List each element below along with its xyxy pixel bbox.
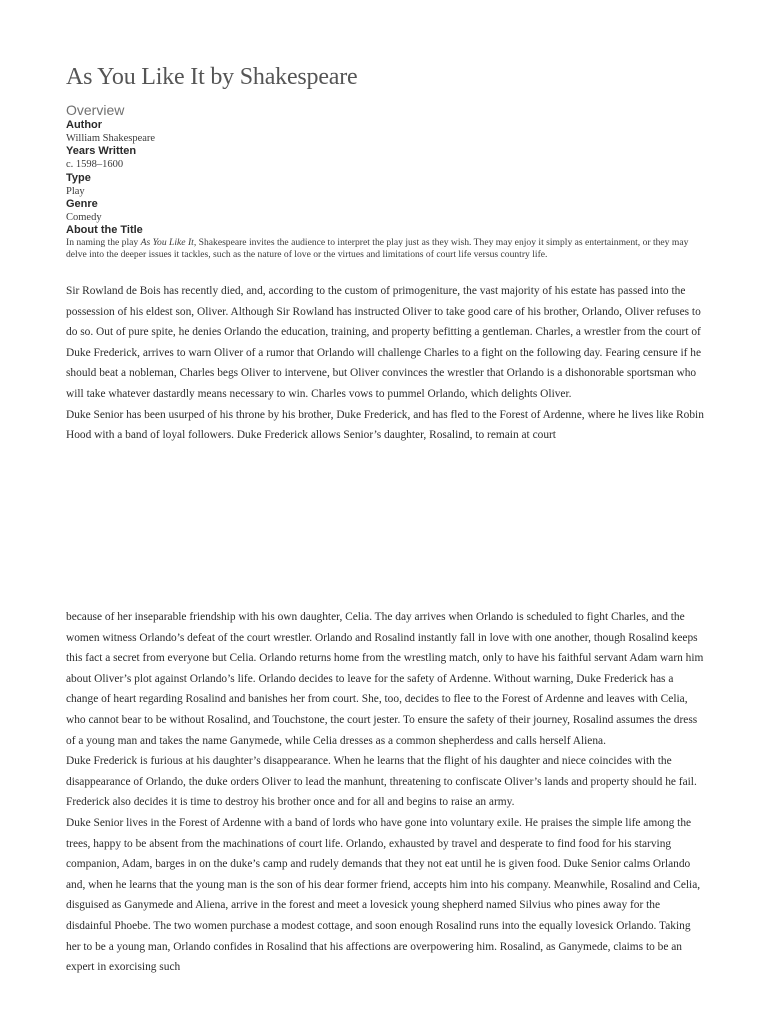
summary-paragraph: Duke Senior lives in the Forest of Ardenne with a band of lords who have gone into voluntary exile. He praises the simple life among the trees, happy to be absent from the machinations of court life. Orlando, exhausted by travel and desperate to find food for his starving companion, Adam, barges in on the duke’s camp and rudely demands that they not eat until he is given food. Duke Senior calms Orlando and, when he learns that the young man is the son of his dear former friend, accepts him into his company. Meanwhile, Rosalind and Celia, disguised as Ganymede and Aliena, arrive in the forest and meet a lovesick young shepherd named Silvius who pines away for the disdainful Phoebe. The two women purchase a modest cottage, and soon enough Rosalind runs into the equally lovesick Orlando. Taking her to be a young man, Orlando confides in Rosalind that his affections are overpowering him. Rosalind, as Ganymede, claims to be an expert in exorcising such xyxy=(66,816,701,974)
summary-block-bottom xyxy=(66,607,706,978)
summary-paragraph: Sir Rowland de Bois has recently died, and, according to the custom of primogeniture, the vast majority of his estate has passed into the possession of his eldest son, Oliver. Although Sir Rowland has instructed Oliver to take good care of his brother, Orlando, Oliver refuses to do so. Out of pure spite, he denies Orlando the education, training, and property befitting a gentleman. Charles, a wrestler from the court of Duke Frederick, arrives to warn Oliver of a rumor that Orlando will challenge Charles to a fight on the following day. Fearing censure if he should beat a nobleman, Charles begs Oliver to intervene, but Oliver convinces the wrestler that Orlando is a dishonorable sportsman who will take whatever dastardly means necessary to win. Charles vows to pummel Orlando, which delights Oliver. xyxy=(66,285,702,400)
document-title: As You Like It by Shakespeare xyxy=(66,64,358,90)
summary-block-top xyxy=(66,281,706,446)
about-title-label: About the Title xyxy=(66,224,143,237)
summary-paragraph: Duke Frederick is furious at his daughter’s disappearance. When he learns that the flight of his daughter and niece coincides with the disappearance of Orlando, the duke orders Oliver to lead the manhunt, threatening to confiscate Oliver’s lands and property should he fail. Frederick also decides it is time to destroy his brother once and for all and begins to raise an army. xyxy=(66,755,697,809)
author-label: Author xyxy=(66,119,103,131)
years-written-value: c. 1598–1600 xyxy=(66,159,124,171)
genre-label: Genre xyxy=(66,197,98,210)
type-label: Type xyxy=(66,171,91,184)
author-value: William Shakespeare xyxy=(66,133,156,144)
years-written-label: Years Written xyxy=(66,145,137,158)
summary-paragraph: Duke Senior has been usurped of his throne by his brother, Duke Frederick, and has fled to the Forest of Ardenne, where he lives like Robin Hood with a band of loyal followers. Duke Frederick allows Senior’s daughter, Rosalind, to remain at court xyxy=(66,408,704,442)
type-value: Play xyxy=(66,185,85,197)
play-title-italic: As You Like It xyxy=(140,237,194,249)
about-title-text: In naming the play As You Like It, Shakespeare invites the audience to interpret the play just as they wish. They may enjoy it simply as entertainment, or they may delve into the deeper issues it tackles, such as the nature of love or the virtues and limitations of court life versus country life. xyxy=(66,237,689,261)
metadata-section xyxy=(66,119,706,262)
summary-paragraph: because of her inseparable friendship with his own daughter, Celia. The day arrives when Orlando is scheduled to fight Charles, and the women witness Orlando’s defeat of the court wrestler. Orlando and Rosalind instantly fall in love with one another, though Rosalind keeps this fact a secret from everyone but Celia. Orlando returns home from the wrestling match, only to have his faithful servant Adam warn him about Oliver’s plot against Orlando’s life. Orlando decides to leave for the safety of Ardenne. Without warning, Duke Frederick has a change of heart regarding Rosalind and banishes her from court. She, too, decides to flee to the Forest of Ardenne and leaves with Celia, who cannot bear to be without Rosalind, and Touchstone, the court jester. To ensure the safety of their journey, Rosalind assumes the dress of a young man and takes the name Ganymede, while Celia dresses as a common shepherdess and calls herself Aliena. xyxy=(66,611,704,747)
overview-heading: Overview xyxy=(66,102,125,118)
genre-value: Comedy xyxy=(66,211,102,223)
